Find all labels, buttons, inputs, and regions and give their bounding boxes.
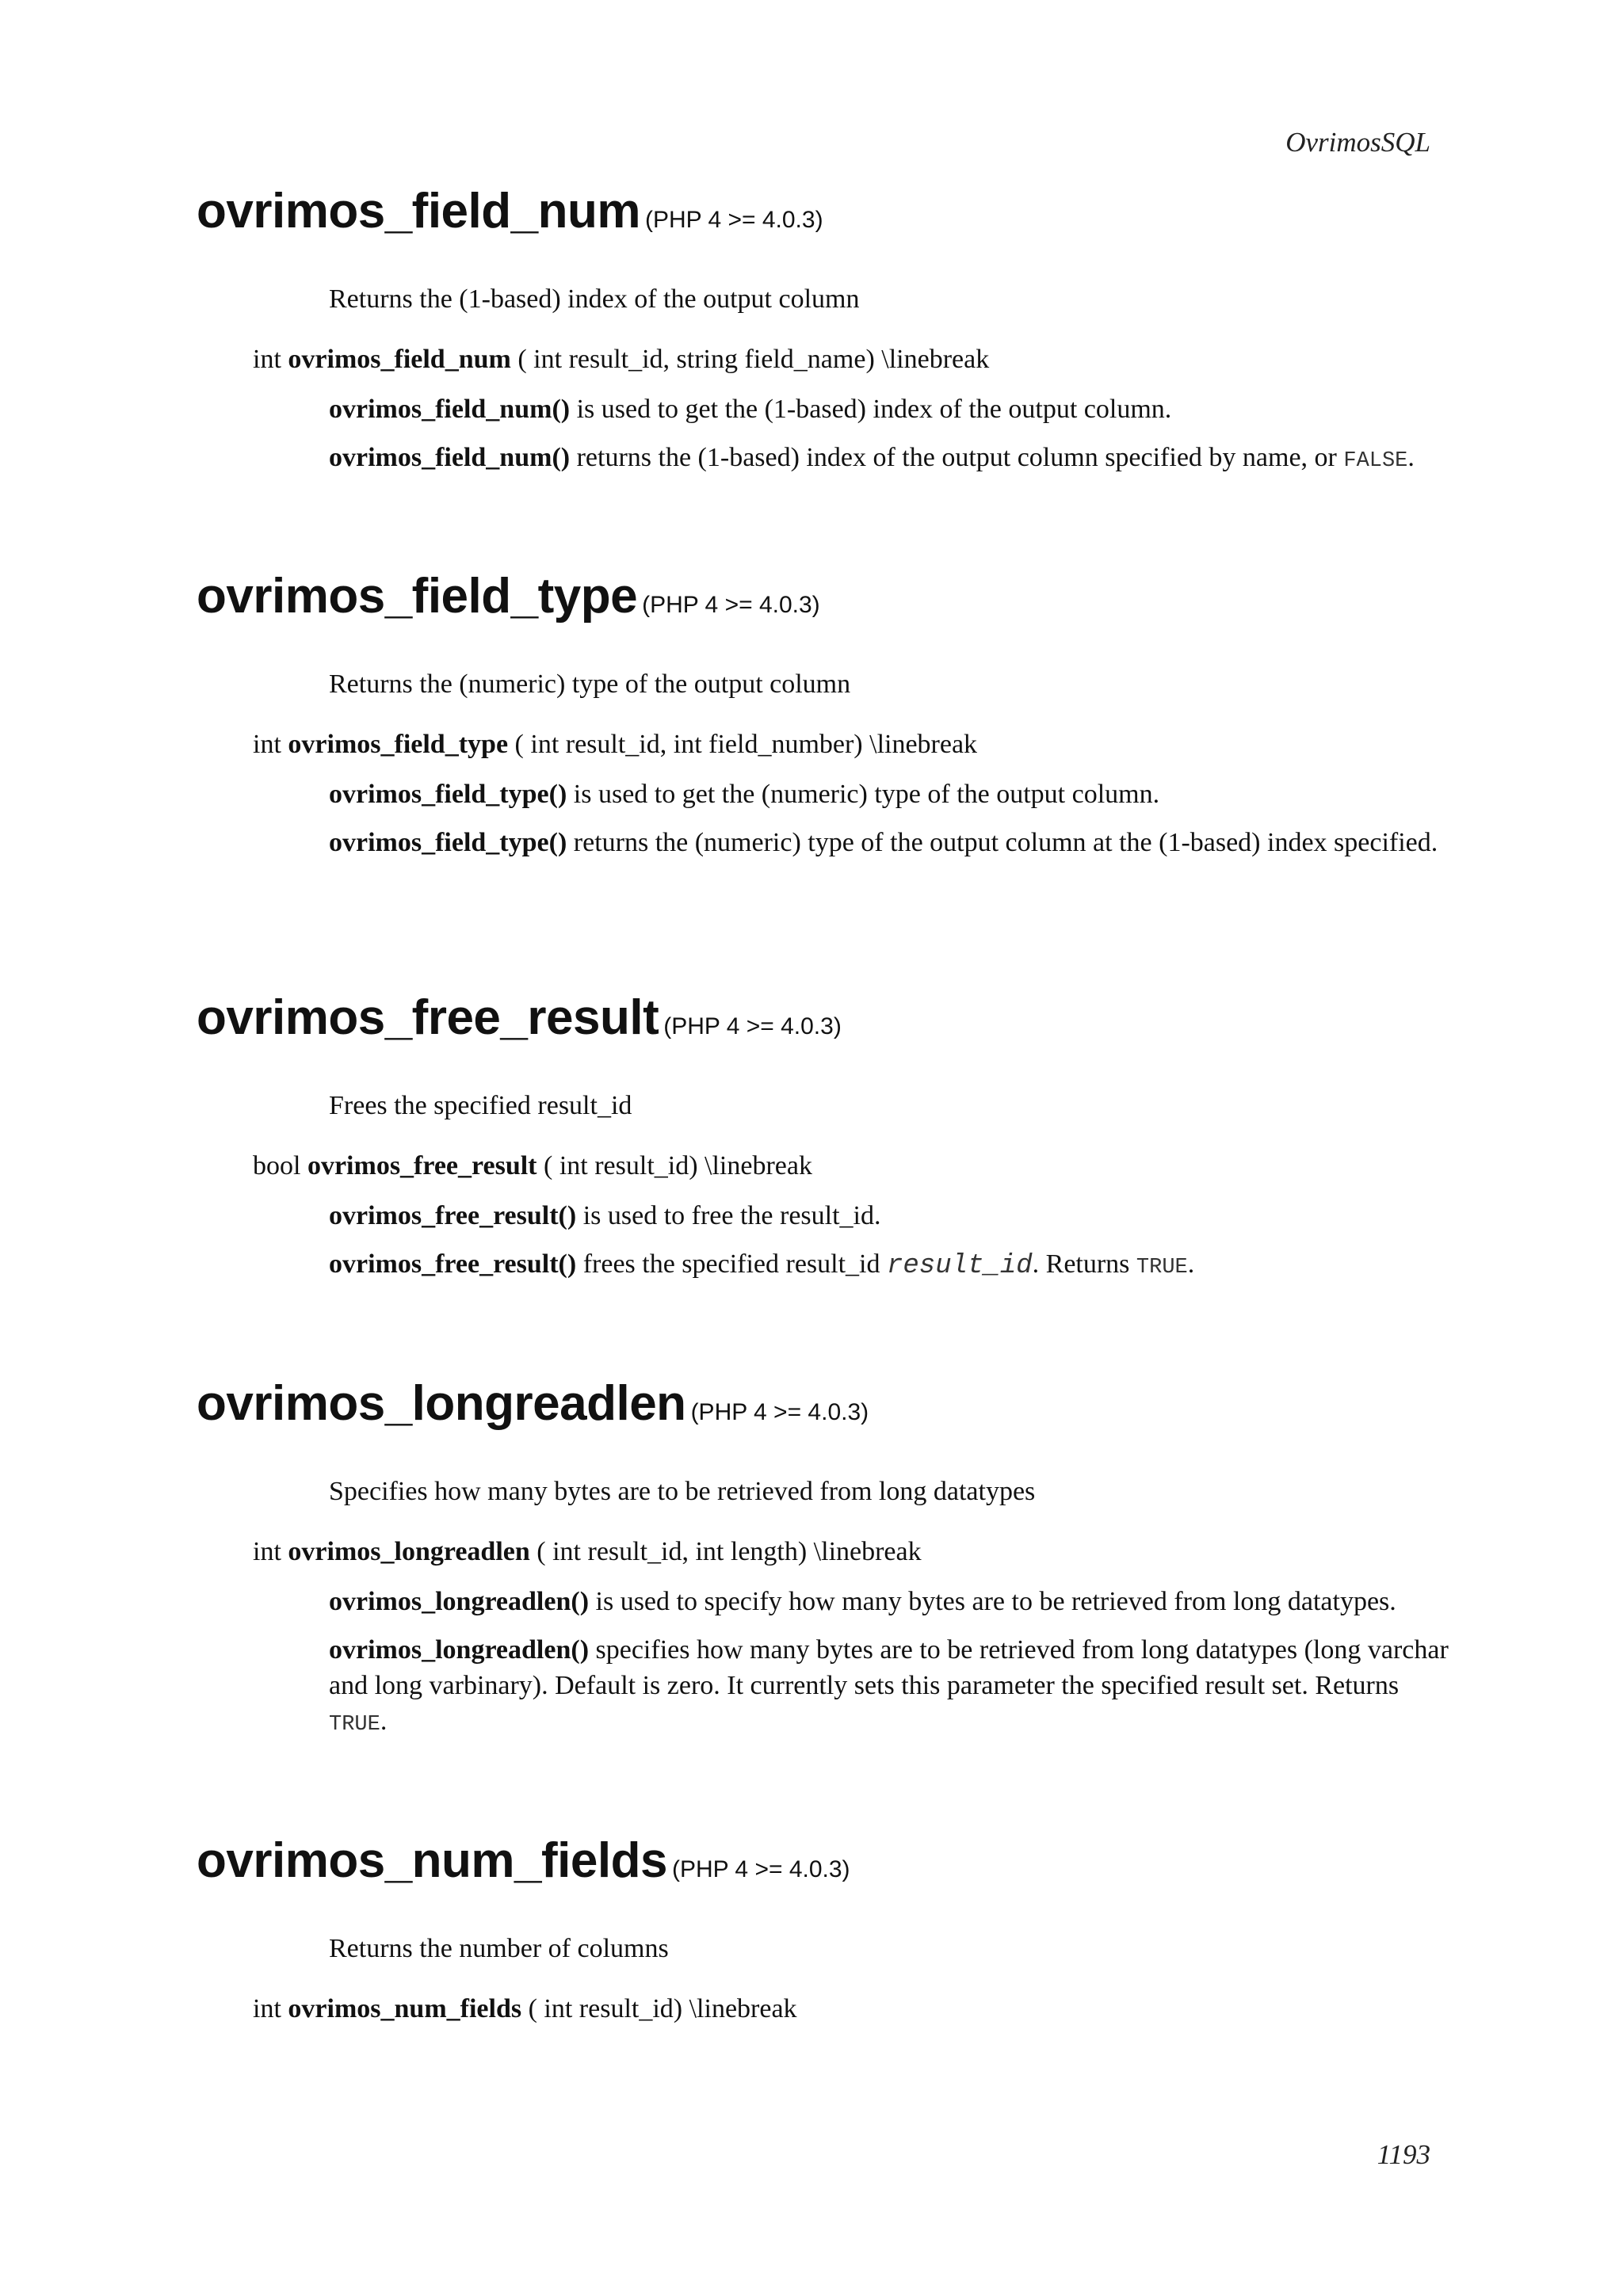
version-info: (PHP 4 >= 4.0.3)	[671, 1856, 850, 1882]
description-text: is used to get the (numeric) type of the output column.	[567, 780, 1160, 810]
synopsis-function-name: ovrimos_num_fields	[288, 1994, 522, 2024]
function-name: ovrimos_longreadlen	[197, 1376, 686, 1431]
synopsis	[253, 1992, 1433, 2027]
entry-title	[197, 184, 1433, 238]
return-type: int	[253, 1994, 281, 2024]
description-text: specifies how many bytes are to be retrieved from long datatypes (long varchar and long varbinary). Default is zero. It currently sets this parameter the specified result set. Returns	[329, 1635, 1449, 1701]
synopsis-params: ( int result_id, string field_name) \linebreak	[517, 345, 990, 375]
description-function-name: ovrimos_longreadlen()	[329, 1635, 590, 1665]
entry-ovrimos-field-type	[197, 569, 1438, 860]
version-info: (PHP 4 >= 4.0.3)	[642, 592, 820, 618]
description-function-name: ovrimos_field_type()	[329, 828, 567, 858]
synopsis-params: ( int result_id) \linebreak	[544, 1151, 812, 1181]
description-returns	[329, 1632, 1454, 1743]
synopsis-function-name: ovrimos_free_result	[307, 1151, 537, 1181]
description-function-name: ovrimos_field_num()	[329, 443, 571, 473]
synopsis	[253, 1535, 1433, 1569]
purpose-text: Returns the (1-based) index of the output column	[329, 284, 860, 314]
entry-ovrimos-field-num	[197, 184, 1433, 479]
synopsis	[253, 727, 1433, 762]
version-info: (PHP 4 >= 4.0.3)	[663, 1013, 842, 1039]
function-name: ovrimos_free_result	[197, 990, 659, 1045]
synopsis	[253, 1149, 1433, 1184]
entry-ovrimos-free-result	[197, 990, 1433, 1286]
description-returns	[329, 825, 1486, 860]
function-name: ovrimos_field_num	[197, 184, 640, 238]
description-returns	[329, 1246, 1438, 1286]
description-tail: .	[1407, 443, 1415, 473]
description-text: frees the specified result_id	[576, 1249, 887, 1280]
synopsis-params: ( int result_id, int length) \linebreak	[537, 1537, 922, 1567]
description-text: is used to free the result_id.	[576, 1201, 881, 1231]
return-type: int	[253, 345, 281, 375]
synopsis	[253, 342, 1433, 377]
description-function-name: ovrimos_field_num()	[329, 395, 571, 425]
description-returns	[329, 440, 1438, 479]
purpose-text: Specifies how many bytes are to be retrieved from long datatypes	[329, 1477, 1036, 1506]
return-type: bool	[253, 1151, 301, 1181]
description-text: is used to specify how many bytes are to be retrieved from long datatypes.	[589, 1587, 1396, 1617]
entry-title	[197, 1376, 1433, 1431]
constant-true: TRUE	[329, 1713, 380, 1737]
return-type: int	[253, 730, 281, 760]
description-usage	[329, 391, 1438, 427]
page-number: 1193	[1377, 2139, 1430, 2170]
purpose-text: Returns the number of columns	[329, 1934, 669, 1963]
entry-title	[197, 569, 1433, 624]
synopsis-params: ( int result_id) \linebreak	[528, 1994, 797, 2024]
description-function-name: ovrimos_longreadlen()	[329, 1587, 590, 1617]
synopsis-function-name: ovrimos_longreadlen	[288, 1537, 530, 1567]
constant-false: FALSE	[1343, 449, 1408, 474]
function-name: ovrimos_num_fields	[197, 1833, 667, 1888]
description-function-name: ovrimos_field_type()	[329, 780, 567, 810]
purpose-text: Frees the specified result_id	[329, 1091, 632, 1120]
description-text: is used to get the (1-based) index of the output column.	[570, 395, 1172, 425]
description-usage	[329, 1198, 1438, 1234]
parameter-result-id: result_id	[887, 1251, 1033, 1282]
description-text: returns the (numeric) type of the output column at the (1-based) index specified.	[567, 828, 1438, 858]
version-info: (PHP 4 >= 4.0.3)	[644, 207, 823, 233]
constant-true: TRUE	[1136, 1256, 1188, 1280]
synopsis-params: ( int result_id, int field_number) \linebreak	[514, 730, 978, 760]
return-type: int	[253, 1537, 281, 1567]
description-function-name: ovrimos_free_result()	[329, 1201, 577, 1231]
running-header: OvrimosSQL	[1285, 127, 1430, 158]
description-tail: .	[1187, 1249, 1195, 1280]
description-function-name: ovrimos_free_result()	[329, 1249, 577, 1280]
entry-ovrimos-num-fields	[197, 1833, 1433, 2027]
synopsis-function-name: ovrimos_field_type	[288, 730, 509, 760]
entry-title	[197, 990, 1433, 1045]
description-tail: .	[380, 1707, 388, 1737]
description-text: returns the (1-based) index of the output column specified by name, or	[570, 443, 1344, 473]
description-usage	[329, 1584, 1454, 1619]
function-name: ovrimos_field_type	[197, 569, 638, 624]
purpose-text: Returns the (numeric) type of the output column	[329, 669, 851, 699]
entry-ovrimos-longreadlen	[197, 1376, 1449, 1743]
synopsis-function-name: ovrimos_field_num	[288, 345, 511, 375]
description-usage	[329, 776, 1438, 812]
description-mid: . Returns	[1032, 1249, 1136, 1280]
version-info: (PHP 4 >= 4.0.3)	[690, 1399, 869, 1425]
entry-title	[197, 1833, 1433, 1888]
